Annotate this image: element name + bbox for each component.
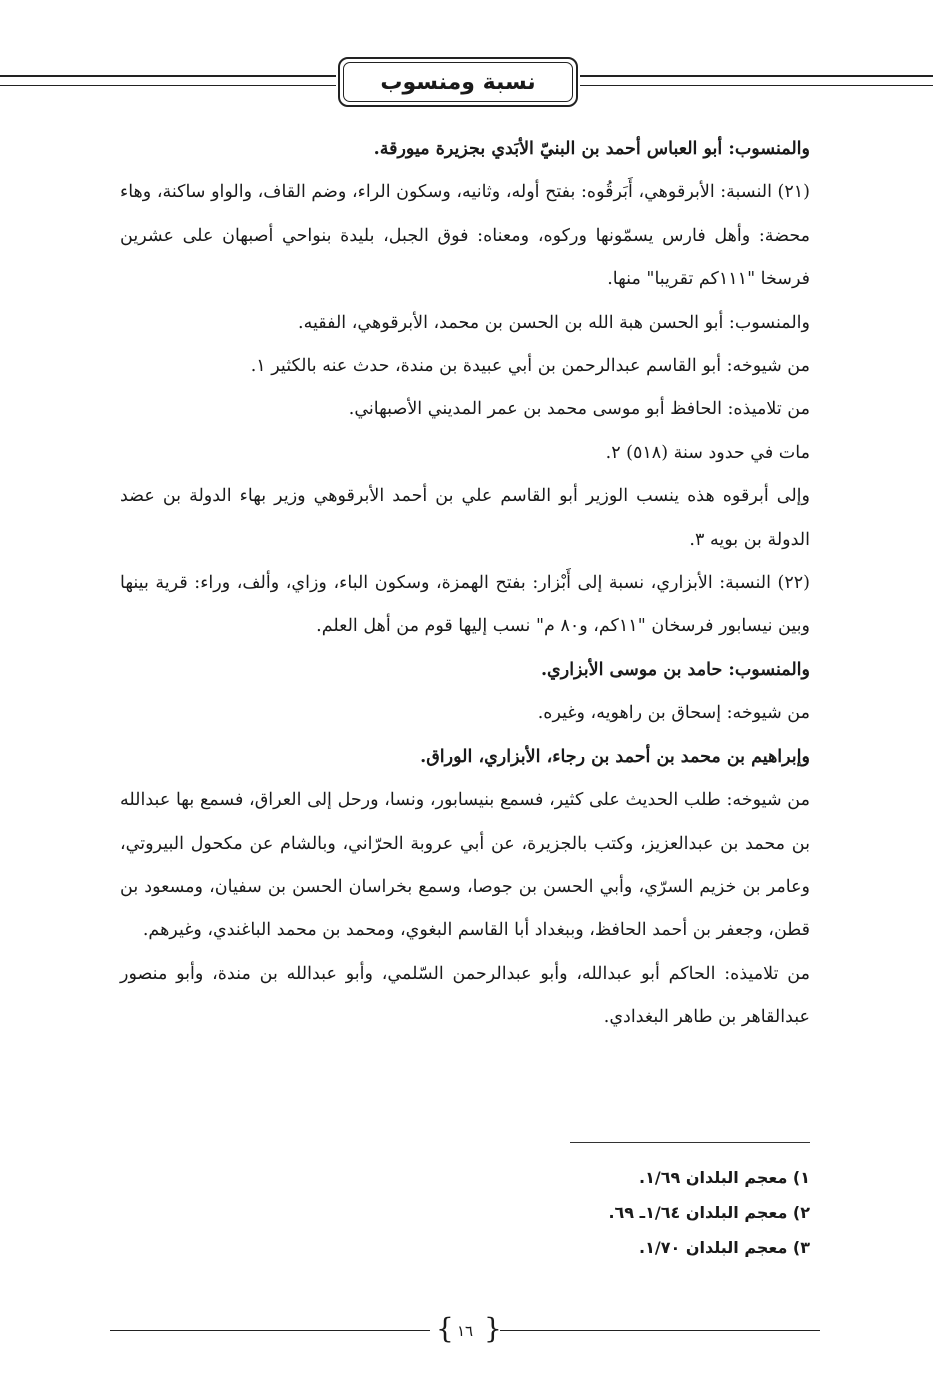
paragraph: من شيوخه: أبو القاسم عبدالرحمن بن أبي عبيدة بن مندة، حدث عنه بالكثير ١. [250,356,810,377]
page-number: ١٦ [456,1322,474,1340]
header-rule-right-bottom [580,85,933,86]
footnote-separator [570,1142,810,1143]
paragraph: (٢٢) النسبة: الأبزاري، نسبة إلى أَبْزار: بفتح الهمزة، وسكون الباء، وزاي، وألف، وراء: قرية بينها وبين نيسابور فرسخان "١١كم، و٨٠ م" نسب إليها قوم من أهل العلم. [120,573,810,637]
paragraph: من شيوخه: طلب الحديث على كثير، فسمع بنيسابور، ونسا، ورحل إلى العراق، فسمع بها عبدالله بن محمد بن عبدالعزيز، وكتب بالجزيرة، عن أبي عروبة الحرّاني، وبالشام عن مكحول البيروتي، وعامر بن خزيم السرّي، وأبي الحسن بن جوصا، وسمع بخراسان الحسن بن سفيان، ومسعود بن قطن، وجعفر بن أحمد الحافظ، وببغداد أبا القاسم البغوي، ومحمد بن محمد الباغندي، وغيرهم. [120,790,810,941]
footer-rule-right [500,1330,820,1331]
paragraph: من شيوخه: إسحاق بن راهويه، وغيره. [537,703,810,724]
header-title-frame [338,57,578,107]
footnotes [300,1160,810,1265]
header-rule-right-top [580,75,933,77]
paragraph: مات في حدود سنة (٥١٨) ٢. [605,442,810,463]
footer-rule-left [110,1330,430,1331]
paragraph: من تلاميذه: الحاكم أبو عبدالله، وأبو عبدالرحمن السّلمي، وأبو عبدالله بن مندة، وأبو منصور عبدالقاهر بن طاهر البغدادي. [120,963,810,1028]
paragraph: من تلاميذه: الحافظ أبو موسى محمد بن عمر المديني الأصبهاني. [348,399,810,420]
paragraph: (٢١) النسبة: الأبرقوهي، أَبَرقُوه: بفتح أوله، وثانيه، وسكون الراء، وضم القاف، والواو ساكنة، وهاء محضة: وأهل فارس يسمّونها وركوه، ومعناه: فوق الجبل، بليدة بنواحي أصبهان على عشرين فرسخا "١١١كم تقريبا" منها. [120,182,810,290]
page-footer [0,1312,933,1348]
header-title: نسبة ومنسوب [343,62,573,102]
footnote: ٢) معجم البلدان ١/٦٤ـ ٦٩. [608,1203,810,1222]
paragraph: والمنسوب: أبو الحسن هبة الله بن الحسن بن محمد، الأبرقوهي، الفقيه. [298,312,810,333]
right-brace-icon: } [484,1312,502,1345]
paragraph: والمنسوب: حامد بن موسى الأبزاري. [540,659,810,680]
footnote: ١) معجم البلدان ١/٦٩. [639,1168,810,1187]
left-brace-icon: { [436,1312,454,1345]
header-rule-left-top [0,75,336,77]
main-text [120,128,810,1040]
header-rule-left-bottom [0,85,336,86]
paragraph: وإبراهيم بن محمد بن أحمد بن رجاء، الأبزاري، الوراق. [420,746,810,767]
page-header [0,55,933,115]
footnote: ٣) معجم البلدان ١/٧٠. [639,1238,810,1257]
paragraph: والمنسوب: أبو العباس أحمد بن البنيّ الأبَدي بجزيرة ميورقة. [373,139,810,159]
paragraph: وإلى أبرقوه هذه ينسب الوزير أبو القاسم علي بن أحمد الأبرقوهي وزير بهاء الدولة بن عضد الدولة بن بويه ٣. [120,486,810,550]
